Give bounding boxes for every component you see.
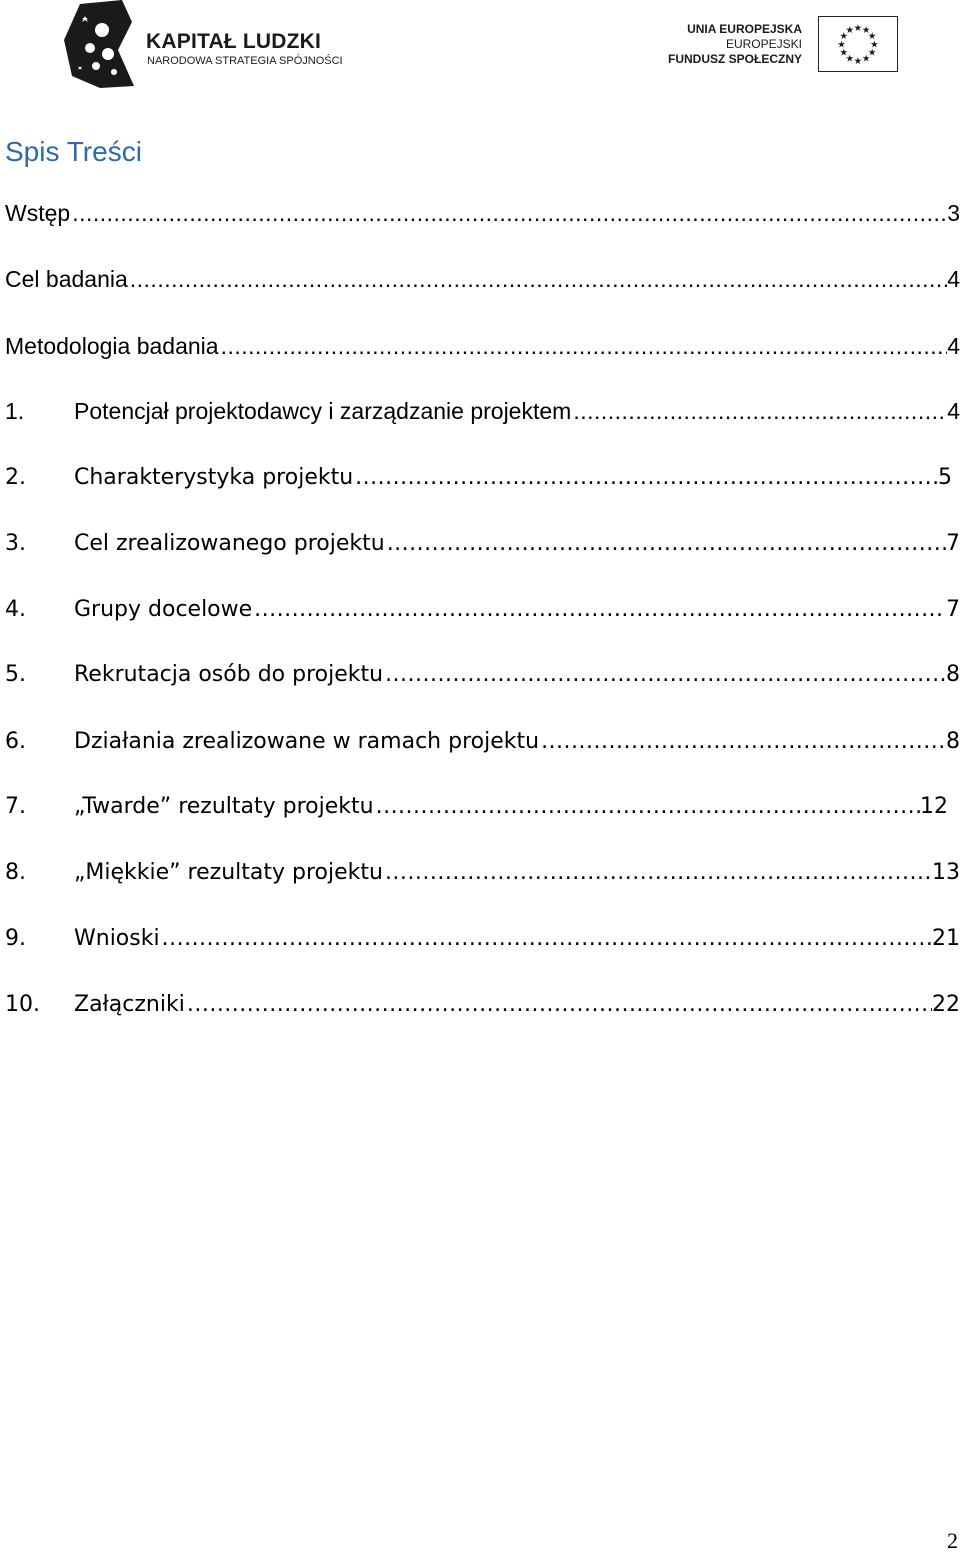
toc-entry-number: 7. [5, 794, 26, 819]
toc-leader-dots [385, 524, 946, 564]
page-number: 2 [947, 1528, 958, 1553]
toc-entry-page: 3 [947, 200, 960, 226]
kapital-ludzki-title: KAPITAŁ LUDZKI [146, 30, 322, 53]
eu-logo-text [668, 22, 802, 67]
toc-entry-3[interactable] [5, 524, 960, 564]
toc-leader-dots [383, 853, 932, 893]
eu-logo-line1: UNIA EUROPEJSKA [687, 22, 802, 36]
toc-entry-label: Załączniki [74, 992, 185, 1017]
toc-leader-dots [383, 655, 946, 695]
toc-entry-label: Metodologia badania [5, 333, 219, 359]
toc-entry-page: 22 [932, 992, 960, 1017]
toc-entry-label: Charakterystyka projektu [74, 465, 354, 490]
toc-entry-number: 8. [5, 860, 26, 885]
eu-star-icon: ★ [853, 22, 863, 34]
toc-entry-6[interactable] [5, 722, 960, 762]
kapital-ludzki-subtitle: NARODOWA STRATEGIA SPÓJNOŚCI [147, 55, 343, 67]
toc-leader-dots [571, 391, 947, 431]
eu-star-icon: ★ [867, 31, 877, 43]
toc-entry-label: „Miękkie” rezultaty projektu [74, 860, 383, 885]
toc-entry-page: 12 [920, 794, 948, 819]
toc-entry-number: 9. [5, 926, 26, 951]
toc-entry-wstep[interactable] [5, 193, 960, 233]
toc-leader-dots [219, 326, 948, 366]
eu-star-icon: ★ [870, 39, 879, 51]
toc-entry-page: 4 [947, 333, 960, 359]
toc-entry-label: „Twarde” rezultaty projektu [74, 794, 374, 819]
toc-entry-metodologia[interactable] [5, 326, 960, 366]
eu-star-icon: ★ [845, 25, 855, 37]
toc-entry-number: 5. [5, 662, 26, 687]
toc-leader-dots [353, 458, 938, 498]
toc-entry-page: 13 [932, 860, 960, 885]
eu-star-icon: ★ [867, 47, 877, 59]
toc-entry-label: Cel zrealizowanego projektu [74, 531, 385, 556]
eu-flag-stars-icon [818, 16, 898, 72]
eu-logo-line2: EUROPEJSKI [725, 37, 802, 51]
toc-entry-9[interactable] [5, 919, 960, 959]
toc-leader-dots [70, 193, 947, 233]
toc-entry-4[interactable] [5, 590, 960, 630]
toc-entry-number: 3. [5, 531, 26, 556]
toc-entry-10[interactable] [5, 985, 960, 1025]
eu-star-icon: ★ [839, 47, 849, 59]
eu-star-icon: ★ [853, 55, 863, 67]
toc-entry-number: 6. [5, 729, 26, 754]
toc-entry-label: Potencjał projektodawcy i zarządzanie projektem [74, 398, 572, 424]
toc-entry-page: 7 [946, 531, 960, 556]
toc-entry-number: 2. [5, 465, 26, 490]
toc-entry-page: 5 [938, 465, 952, 490]
toc-entry-8[interactable] [5, 853, 960, 893]
kapital-ludzki-logo [62, 0, 362, 92]
eu-star-icon: ★ [837, 39, 846, 51]
toc-entry-2[interactable] [5, 458, 960, 498]
toc-entry-number: 1. [5, 398, 25, 424]
toc-entry-page: 8 [946, 729, 960, 754]
toc-entry-label: Grupy docelowe [74, 597, 253, 622]
toc-leader-dots [374, 787, 920, 827]
toc-entry-number: 10. [5, 992, 40, 1017]
document-header [0, 0, 960, 100]
toc-entry-label: Cel badania [5, 266, 128, 292]
toc-entry-5[interactable] [5, 655, 960, 695]
toc-entry-label: Działania zrealizowane w ramach projektu [74, 729, 540, 754]
toc-entry-label: Wnioski [74, 926, 160, 951]
eu-star-icon: ★ [845, 53, 855, 65]
toc-entry-number: 4. [5, 597, 26, 622]
eu-logo [666, 14, 898, 76]
toc-leader-dots [160, 919, 932, 959]
kapital-ludzki-emblem-icon [62, 0, 136, 90]
toc-leader-dots [539, 722, 946, 762]
toc-entry-page: 4 [947, 398, 960, 424]
eu-star-icon: ★ [839, 31, 849, 43]
toc-entry-page: 4 [947, 266, 960, 292]
toc-entry-7[interactable] [5, 787, 960, 827]
toc-entry-page: 21 [932, 926, 960, 951]
toc-leader-dots [252, 590, 946, 630]
eu-logo-line3: FUNDUSZ SPOŁECZNY [667, 52, 802, 66]
toc-leader-dots [128, 259, 947, 299]
toc-leader-dots [185, 985, 932, 1025]
eu-star-icon: ★ [861, 25, 871, 37]
toc-entry-label: Wstęp [5, 200, 71, 226]
toc-entry-page: 8 [946, 662, 960, 687]
toc-entry-cel-badania[interactable] [5, 259, 960, 299]
toc-entry-1[interactable] [5, 391, 960, 431]
toc-heading: Spis Treści [5, 136, 142, 167]
toc-entry-page: 7 [946, 597, 960, 622]
eu-star-icon: ★ [861, 53, 871, 65]
toc-entry-label: Rekrutacja osób do projektu [74, 662, 384, 687]
